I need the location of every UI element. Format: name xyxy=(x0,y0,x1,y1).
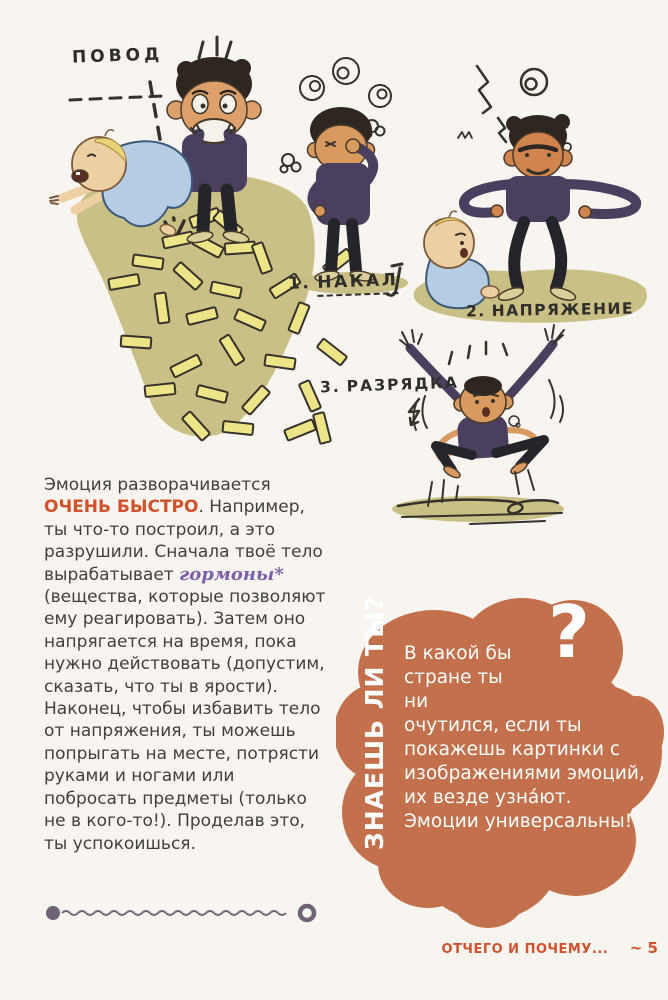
did-you-know-callout xyxy=(336,590,668,942)
footer-page-number: ~ 5 xyxy=(629,939,658,957)
paragraph-text: Эмоция разворачивается xyxy=(44,475,271,495)
stage3-number: 3. xyxy=(319,377,342,397)
footer-section-title: ОТЧЕГО И ПОЧЕМУ... xyxy=(441,942,609,957)
main-paragraph xyxy=(44,474,328,855)
stage1-number: 1. xyxy=(287,273,312,294)
label-stage2-napryazhenie xyxy=(466,300,634,321)
did-you-know-text xyxy=(404,642,646,834)
paragraph-text: (вещества, которые позволяют ему реагировать). Затем оно напрягается на время, пока нужно действовать (допустим, сказать, что ты в ярости). Наконец, чтобы избавить тело от напряжения, ты можешь попрыгать на месте, потрясти руками и ногами или побросать предметы (только не в кого-то!). Проделав это, ты успокоишься. xyxy=(44,587,326,854)
paragraph-text: . Например, ты что-то построил, а это разрушили. Сначала твоё тело вырабатывает xyxy=(44,497,323,585)
stage2-number: 2. xyxy=(465,302,486,321)
stage2-word: НАПРЯЖЕНИЕ xyxy=(491,299,635,321)
page-footer xyxy=(340,938,658,957)
stage3-word: РАЗРЯДКА xyxy=(346,373,460,396)
label-povod-text: ПОВОД xyxy=(71,44,164,68)
stage1-word: НАКАЛ xyxy=(317,270,399,297)
question-mark-icon: ? xyxy=(548,590,590,674)
question-mark-spacer xyxy=(520,642,646,694)
did-you-know-title: ЗНАЕШЬ ЛИ ТЫ? xyxy=(360,595,389,850)
sitting-baby-figure xyxy=(424,211,499,308)
did-you-know-body-text: В какой бы стране ты ни очутился, если ты покажешь картинки с изображениями эмоций, их везде узна́ют. Эмоции универсальны! xyxy=(404,643,645,832)
term-gormony: гормоны* xyxy=(179,563,284,585)
stage2-tense-man-figure xyxy=(458,66,636,303)
wavy-divider xyxy=(44,903,318,923)
label-povod xyxy=(72,44,164,67)
stage3-jumping-figure xyxy=(398,325,564,524)
label-stage1-nakal xyxy=(288,270,399,294)
highlight-ochen-bystro: ОЧЕНЬ БЫСТРО xyxy=(44,497,199,518)
